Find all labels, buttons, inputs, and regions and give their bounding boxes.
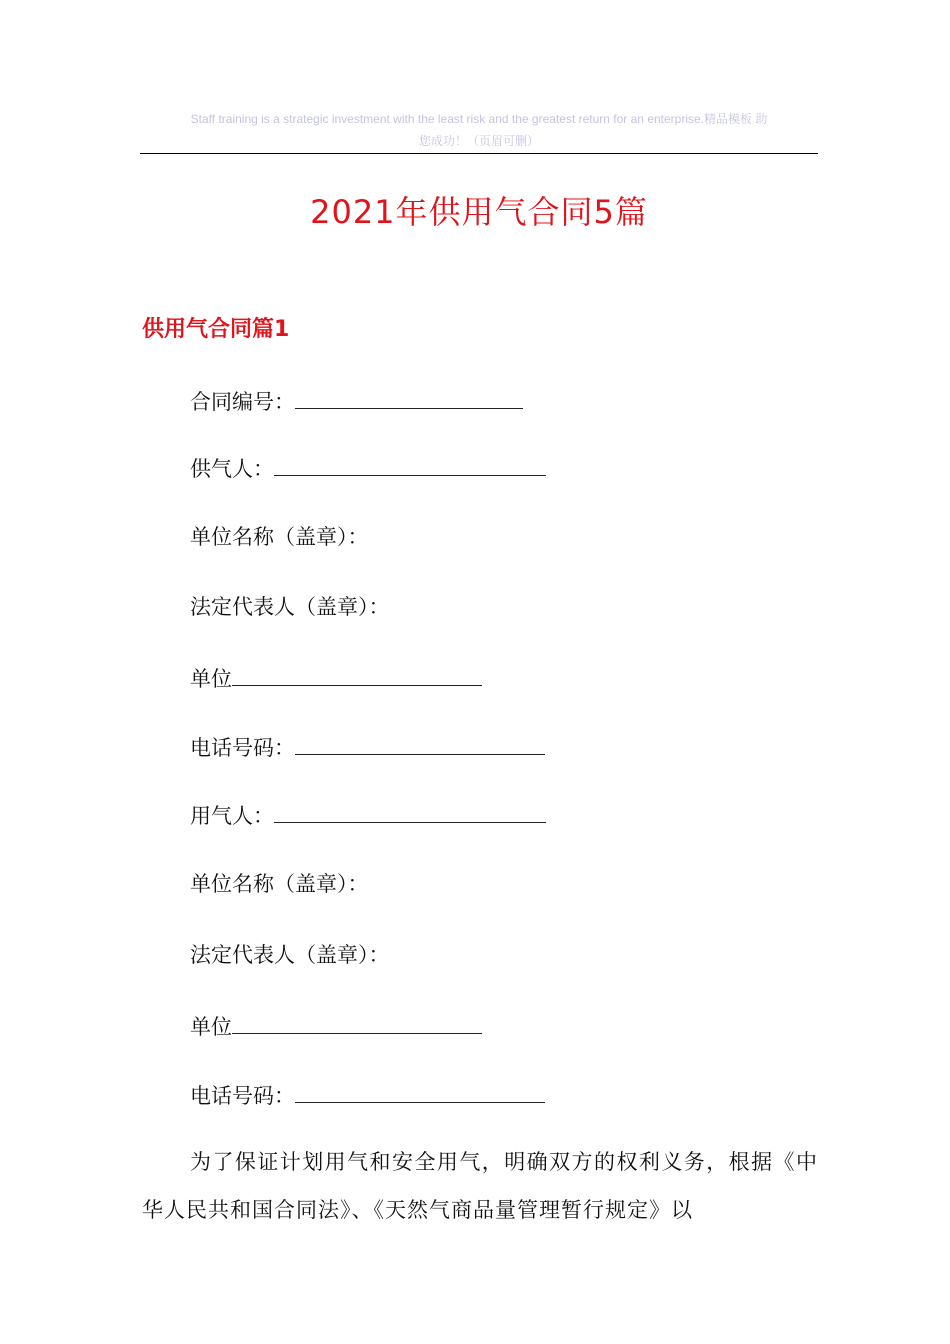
supplier-unit-label: 单位 <box>190 667 232 691</box>
page-header-note <box>140 108 818 152</box>
supplier-phone-field <box>190 732 545 763</box>
user-unit-blank <box>232 1011 482 1034</box>
user-blank <box>274 800 546 823</box>
section-title: 供用气合同篇1 <box>142 317 290 342</box>
supplier-unit-name-label: 单位名称（盖章）： <box>190 525 369 549</box>
header-note-line-1: Staff training is a strategic investment with the least risk and the greatest return for an enterprise.精品模板 助 <box>190 112 768 126</box>
supplier-unit-field <box>190 663 482 694</box>
user-legal-rep-field <box>190 940 390 970</box>
user-legal-rep-label: 法定代表人（盖章）： <box>190 943 390 967</box>
header-divider <box>140 153 818 154</box>
supplier-blank <box>274 453 546 476</box>
supplier-legal-rep-field <box>190 592 390 622</box>
contract-number-field <box>190 386 523 417</box>
document-title: 2021年供用气合同5篇 <box>310 193 648 231</box>
user-unit-label: 单位 <box>190 1015 232 1039</box>
user-unit-field <box>190 1011 482 1042</box>
supplier-unit-name-field <box>190 522 369 552</box>
user-unit-name-field <box>190 869 369 899</box>
supplier-unit-blank <box>232 663 482 686</box>
supplier-phone-label: 电话号码： <box>190 736 295 760</box>
contract-number-blank <box>295 386 523 409</box>
contract-number-label: 合同编号： <box>190 390 295 414</box>
supplier-field <box>190 453 546 484</box>
supplier-label: 供气人： <box>190 457 274 481</box>
user-phone-field <box>190 1080 545 1111</box>
supplier-legal-rep-label: 法定代表人（盖章）： <box>190 595 390 619</box>
user-phone-blank <box>295 1080 545 1103</box>
user-unit-name-label: 单位名称（盖章）： <box>190 872 369 896</box>
user-phone-label: 电话号码： <box>190 1084 295 1108</box>
user-label: 用气人： <box>190 804 274 828</box>
header-note-line-2: 您成功！（页眉可删） <box>418 134 539 148</box>
supplier-phone-blank <box>295 732 545 755</box>
user-field <box>190 800 546 831</box>
intro-paragraph: 为了保证计划用气和安全用气，明确双方的权利义务，根据《中华人民共和国合同法》、《天然气商品量管理暂行规定》以 <box>142 1150 818 1222</box>
